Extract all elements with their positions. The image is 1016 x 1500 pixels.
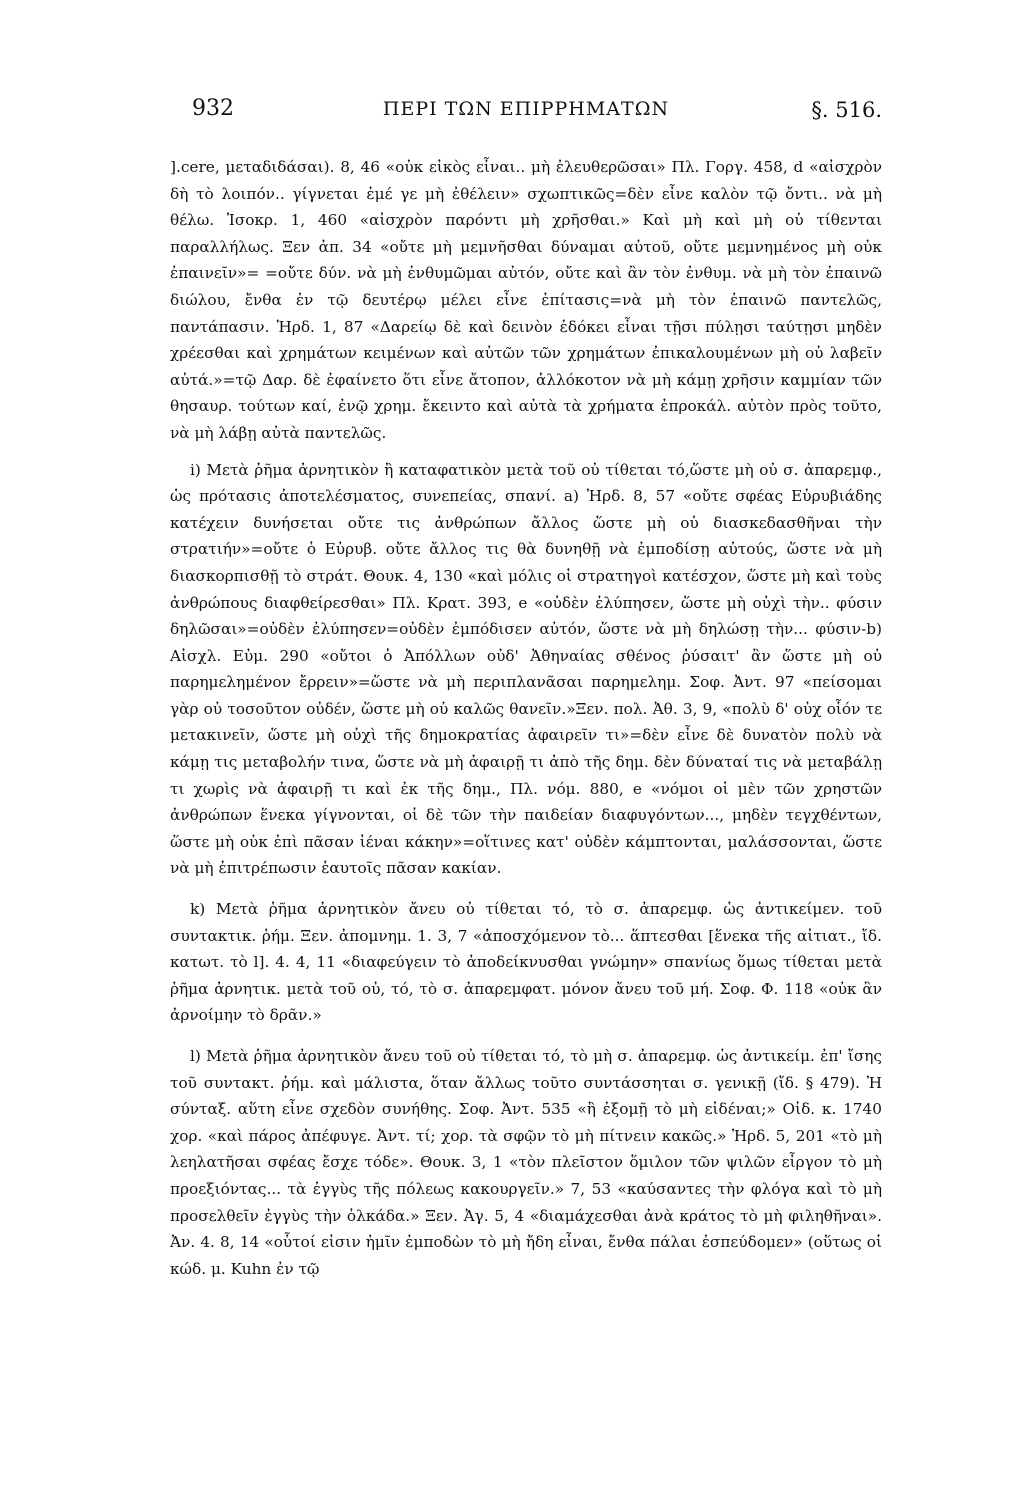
page-number: 932 (192, 96, 234, 121)
page-header (170, 96, 882, 142)
section-number: §. 516. (811, 98, 882, 122)
paragraph-k: k) Μετὰ ῥῆμα ἀρνητικὸν ἄνευ οὐ τίθεται τό, τὸ σ. ἀπαρεμφ. ὡς ἀντικείμεν. τοῦ συντακτικ. ῥήμ. Ξεν. ἀπομνημ. 1. 3, 7 «ἀποσχόμενον τὸ... ἅπτεσθαι [ἕνεκα τῆς αἰτιατ., ἴδ. κατωτ. τὸ l]. 4. 4, 11 «διαφεύγειν τὸ ἀποδείκνυσθαι γνώμην» σπανίως ὅμως τίθεται μετὰ ῥῆμα ἀρνητικ. μετὰ τοῦ οὐ, τό, τὸ σ. ἀπαρεμφατ. μόνον ἄνευ τοῦ μή. Σοφ. Φ. 118 «οὐκ ἂν ἀρνοίμην τὸ δρᾶν.» (170, 900, 882, 1025)
running-title: ΠΕΡΙ ΤΩΝ ΕΠΙΡΡΗΜΑΤΩΝ (382, 98, 670, 120)
book-page (170, 96, 882, 1282)
paragraph-continuation: ].cere, μεταδιδάσαι). 8, 46 «οὐκ εἰκὸς εἶναι.. μὴ ἐλευθερῶσαι» Πλ. Γοργ. 458, d «αἰσχρὸν δὴ τὸ λοιπόν.. γίγνεται ἐμέ γε μὴ ἐθέλειν» σχωπτικῶς=δὲν εἶνε καλὸν τῷ ὄντι.. νὰ μὴ θέλω. Ἰσοκρ. 1, 460 «αἰσχρὸν παρόντι μὴ χρῆσθαι.» Καὶ μὴ καὶ μὴ οὐ τίθενται παραλλήλως. Ξεν ἀπ. 34 «οὔτε μὴ μεμνῆσθαι δύναμαι αὐτοῦ, οὔτε μεμνημένος μὴ οὐκ ἐπαινεῖν»= =οὔτε δύν. νὰ μὴ ἐνθυμῶμαι αὐτόν, οὔτε καὶ ἂν τὸν ἐνθυμ. νὰ μὴ τὸν ἐπαινῶ διώλου, ἔνθα ἐν τῷ δευτέρῳ μέλει εἶνε ἐπίτασις=νὰ μὴ τὸν ἐπαινῶ παντελῶς, παντάπασιν. Ἡρδ. 1, 87 «Δαρείῳ δὲ καὶ δεινὸν ἐδόκει εἶναι τῇσι πύλῃσι ταύτῃσι μηδὲν χρέεσθαι καὶ χρημάτων κειμένων καὶ αὐτῶν τῶν χρημάτων ἐπικαλουμένων μὴ οὐ λαβεῖν αὐτά.»=τῷ Δαρ. δὲ ἐφαίνετο ὅτι εἶνε ἄτοπον, ἀλλόκοτον νὰ μὴ κάμῃ χρῆσιν καμμίαν τῶν θησαυρ. τούτων καί, ἐνῷ χρημ. ἔκειντο καὶ αὐτὰ τὰ χρήματα ἐπροκάλ. αὐτὸν πρὸς τοῦτο, νὰ μὴ λάβῃ αὐτὰ παντελῶς. (170, 158, 882, 442)
paragraph-l: l) Μετὰ ῥῆμα ἀρνητικὸν ἄνευ τοῦ οὐ τίθεται τό, τὸ μὴ σ. ἀπαρεμφ. ὡς ἀντικείμ. ἐπ' ἴσης τοῦ συντακτ. ῥήμ. καὶ μάλιστα, ὅταν ἄλλως τοῦτο συντάσσηται σ. γενικῇ (ἴδ. § 479). Ἡ σύνταξ. αὕτη εἶνε σχεδὸν συνήθης. Σοφ. Ἀντ. 535 «ἢ ἐξομῇ τὸ μὴ εἰδέναι;» Οἰδ. κ. 1740 χορ. «καὶ πάρος ἀπέφυγε. Ἀντ. τί; χορ. τὰ σφῷν τὸ μὴ πίτνειν κακῶς.» Ἡρδ. 5, 201 «τὸ μὴ λεηλατῆσαι σφέας ἔσχε τόδε». Θουκ. 3, 1 «τὸν πλεῖστον ὅμιλον τῶν ψιλῶν εἶργον τὸ μὴ προεξιόντας... τὰ ἐγγὺς τῆς πόλεως κακουργεῖν.» 7, 53 «καύσαντες τὴν φλόγα καὶ τὸ μὴ προσελθεῖν ἐγγὺς τὴν ὁλκάδα.» Ξεν. Ἀγ. 5, 4 «διαμάχεσθαι ἀνὰ κράτος τὸ μὴ φιληθῆναι». Ἀν. 4. 8, 14 «οὗτοί εἰσιν ἡμῖν ἐμποδὼν τὸ μὴ ἤδη εἶναι, ἔνθα πάλαι ἐσπεύδομεν» (οὕτως οἱ κώδ. μ. Kuhn ἐν τῷ (170, 1047, 882, 1278)
paragraph-i: i) Μετὰ ῥῆμα ἀρνητικὸν ἢ καταφατικὸν μετὰ τοῦ οὐ τίθεται τό,ὥστε μὴ οὐ σ. ἀπαρεμφ., ὡς πρότασις ἀποτελέσματος, συνεπείας, σπανί. a) Ἡρδ. 8, 57 «οὔτε σφέας Εὐρυβιάδης κατέχειν δυνήσεται οὔτε τις ἀνθρώπων ἄλλος ὥστε μὴ οὐ διασκεδασθῆναι τὴν στρατιήν»=οὔτε ὁ Εὐρυβ. οὔτε ἄλλος τις θὰ δυνηθῇ νὰ ἐμποδίσῃ αὐτούς, ὥστε νὰ μὴ διασκορπισθῇ τὸ στράτ. Θουκ. 4, 130 «καὶ μόλις οἱ στρατηγοὶ κατέσχον, ὥστε μὴ καὶ τοὺς ἀνθρώπους διαφθείρεσθαι» Πλ. Κρατ. 393, e «οὐδὲν ἐλύπησεν, ὥστε μὴ οὐχὶ τὴν.. φύσιν δηλῶσαι»=οὐδὲν ἐλύπησεν=οὐδὲν ἐμπόδισεν αὐτόν, ὥστε νὰ μὴ δηλώσῃ τὴν... φύσιν-b) Αἰσχλ. Εὐμ. 290 «οὔτοι ὁ Ἀπόλλων οὐδ' Ἀθηναίας σθένος ῥύσαιτ' ἂν ὥστε μὴ οὐ παρημελημένον ἔρρειν»=ὥστε νὰ μὴ περιπλανᾶσαι παρημελημ. Σοφ. Ἀντ. 97 «πείσομαι γὰρ οὐ τοσοῦτον οὐδέν, ὥστε μὴ οὐ καλῶς θανεῖν.»Ξεν. πολ. Ἀθ. 3, 9, «πολὺ δ' οὐχ οἷόν τε μετακινεῖν, ὥστε μὴ οὐχὶ τῆς δημοκρατίας ἀφαιρεῖν τι»=δὲν εἶνε δὲ δυνατὸν πολὺ νὰ κάμῃ τις μεταβολήν τινα, ὥστε νὰ μὴ ἀφαιρῇ τι ἀπὸ τῆς δημ. δὲν δύναταί τις νὰ μεταβάλῃ τι χωρὶς νὰ ἀφαιρῇ τι καὶ ἐκ τῆς δημ., Πλ. νόμ. 880, e «νόμοι οἱ μὲν τῶν χρηστῶν ἀνθρώπων ἕνεκα γίγνονται, οἱ δὲ τῶν τὴν παιδείαν διαφυγόντων..., μηδὲν τεγχθέντων, ὥστε μὴ οὐκ ἐπὶ πᾶσαν ἰέναι κάκην»=οἵτινες κατ' οὐδὲν κάμπτονται, μαλάσσονται, ὥστε νὰ μὴ ἐπιτρέπωσιν ἑαυτοῖς πᾶσαν κακίαν. (170, 460, 882, 878)
